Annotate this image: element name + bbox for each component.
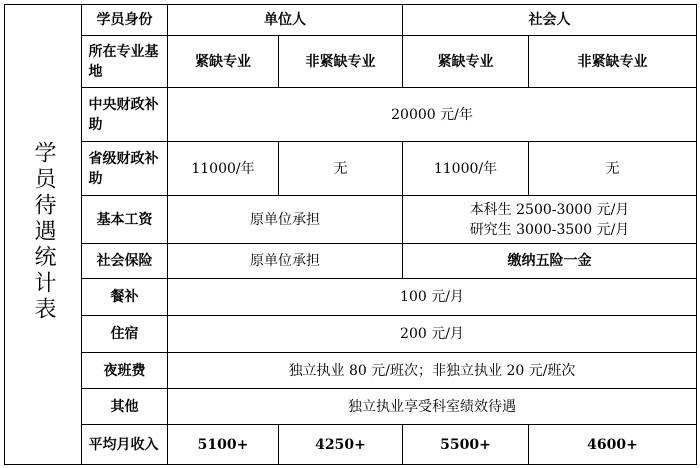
central-subsidy-value: 20000 元/年 [168,88,697,142]
avg-income-v4: 4600+ [529,425,697,465]
avg-income-label: 平均月收入 [88,436,159,453]
provincial-subsidy-label-cell [82,142,168,196]
central-subsidy-label: 中央财政补助 [88,96,159,133]
base-salary-social [403,196,697,244]
identity-label: 学员身份 [82,5,168,36]
table-title: 学员待遇统计表 [31,140,56,323]
central-subsidy-row [5,88,697,142]
social-insurance-label: 社会保险 [82,244,168,279]
major-label-cell [82,36,168,88]
central-subsidy-label-cell [82,88,168,142]
meal-row [5,279,697,316]
major-non-shortage-social: 非紧缺专业 [529,36,697,88]
provincial-subsidy-v2: 无 [279,142,403,196]
base-salary-row [5,196,697,244]
avg-income-row [5,425,697,465]
meal-label: 餐补 [82,279,168,316]
housing-row [5,316,697,353]
other-label: 其他 [82,389,168,425]
avg-income-v1: 5100+ [168,425,279,465]
night-shift-row [5,353,697,389]
social-person-header: 社会人 [403,5,697,36]
provincial-subsidy-row [5,142,697,196]
housing-value: 200 元/月 [168,316,697,353]
base-salary-undergrad: 本科生 2500-3000 元/月 [469,201,630,218]
major-shortage-unit: 紧缺专业 [168,36,279,88]
major-row [5,36,697,88]
provincial-subsidy-v1: 11000/年 [168,142,279,196]
major-label: 所在专业基地 [88,43,159,80]
meal-value: 100 元/月 [168,279,697,316]
social-insurance-social: 缴纳五险一金 [403,244,697,279]
avg-income-label-cell [82,425,168,465]
other-row [5,389,697,425]
table-title-cell [5,5,82,465]
provincial-subsidy-label: 省级财政补助 [88,150,159,187]
provincial-subsidy-v4: 无 [529,142,697,196]
provincial-subsidy-v3: 11000/年 [403,142,529,196]
base-salary-label: 基本工资 [82,196,168,244]
major-non-shortage-unit: 非紧缺专业 [279,36,403,88]
base-salary-graduate: 研究生 3000-3500 元/月 [469,221,630,238]
social-insurance-unit: 原单位承担 [168,244,403,279]
social-insurance-row [5,244,697,279]
unit-person-header: 单位人 [168,5,403,36]
avg-income-v3: 5500+ [403,425,529,465]
housing-label: 住宿 [82,316,168,353]
night-shift-value: 独立执业 80 元/班次；非独立执业 20 元/班次 [168,353,697,389]
header-row [5,5,697,36]
base-salary-unit: 原单位承担 [168,196,403,244]
other-value: 独立执业享受科室绩效待遇 [168,389,697,425]
major-shortage-social: 紧缺专业 [403,36,529,88]
night-shift-label: 夜班费 [82,353,168,389]
avg-income-v2: 4250+ [279,425,403,465]
benefits-table [4,4,697,465]
